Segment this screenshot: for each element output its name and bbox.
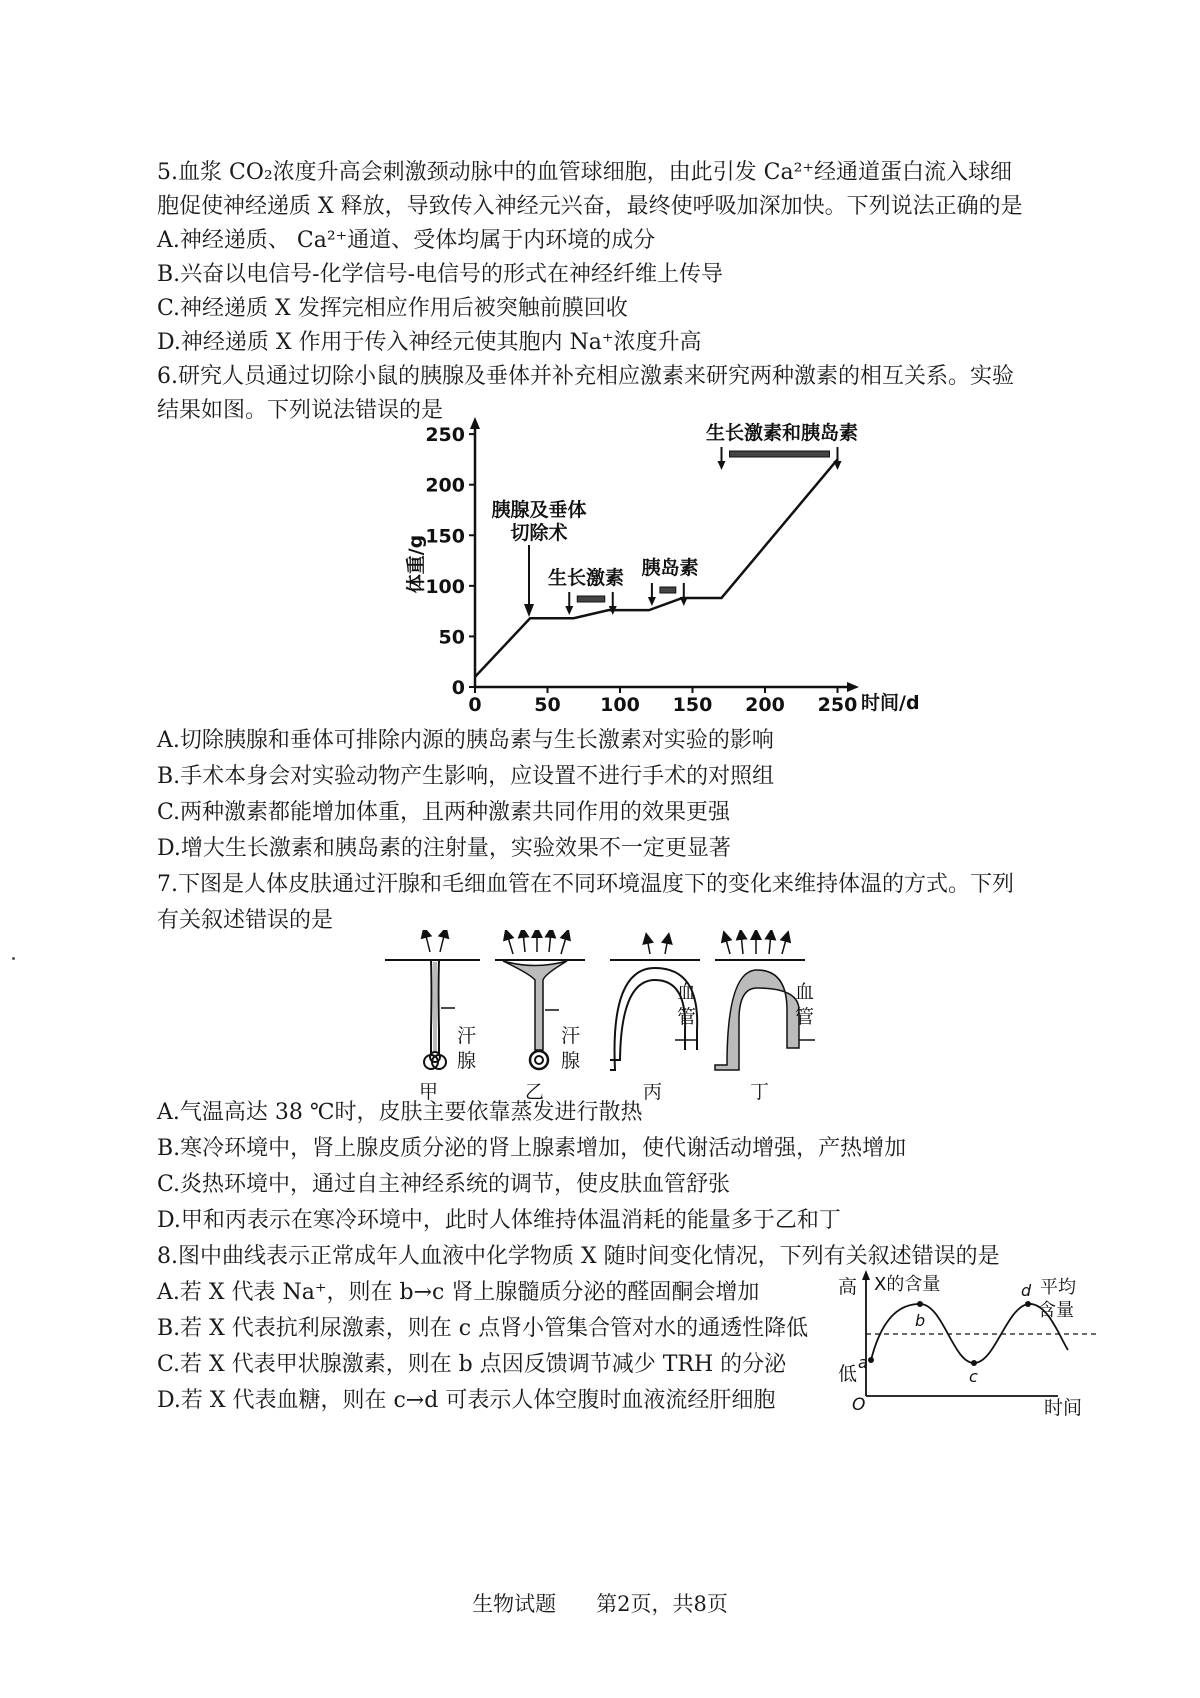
scan-speck [12, 957, 15, 960]
q5-stem-line-2: 胞促使神经递质 X 释放，导致传入神经元兴奋，最终使呼吸加深加快。下列说法正确的是 [157, 194, 1023, 219]
q6-option-a: A.切除胰腺和垂体可排除内源的胰岛素与生长激素对实验的影响 [157, 728, 774, 753]
q8-stem: 8.图中曲线表示正常成年人血液中化学物质 X 随时间变化情况，下列有关叙述错误的是 [157, 1244, 1000, 1269]
q5-option-a: A.神经递质、 Ca²⁺通道、受体均属于内环境的成分 [157, 228, 656, 253]
y-tick-label: 0 [451, 677, 465, 699]
x-axis-arrow [847, 682, 859, 692]
x-tick-label: 0 [468, 694, 482, 716]
panel-jia [385, 932, 480, 1100]
q6-stem-line-1: 6.研究人员通过切除小鼠的胰腺及垂体并补充相应激素来研究两种激素的相互关系。实验 [157, 364, 1014, 389]
combined-injection-bar [718, 447, 842, 470]
q7-option-c: C.炎热环境中，通过自主神经系统的调节，使皮肤血管舒张 [157, 1172, 731, 1197]
x-tick-label: 100 [600, 694, 640, 716]
gland-label-2: 腺 [457, 1050, 477, 1072]
x-tick-label: 150 [672, 694, 713, 716]
annotation-surgery-line-1: 胰腺及垂体 [491, 499, 587, 521]
origin-label: O [852, 1395, 866, 1415]
y-axis-title: 体重/g [405, 534, 427, 594]
vessel-label-2: 管 [677, 1006, 697, 1028]
x-tick-label: 50 [534, 694, 561, 716]
q8-option-a: A.若 X 代表 Na⁺，则在 b→c 肾上腺髓质分泌的醛固酮会增加 [157, 1280, 760, 1305]
q8-option-d: D.若 X 代表血糖，则在 c→d 可表示人体空腹时血液流经肝细胞 [157, 1388, 776, 1413]
vessel-label-4: 管 [795, 1006, 815, 1028]
q5-option-c: C.神经递质 X 发挥完相应作用后被突触前膜回收 [157, 296, 628, 321]
y-title: X的含量 [874, 1274, 941, 1295]
q6-option-b: B.手术本身会对实验动物产生影响，应设置不进行手术的对照组 [157, 764, 775, 789]
panel-yi [495, 932, 585, 1100]
q7-option-a: A.气温高达 38 ℃时，皮肤主要依靠蒸发进行散热 [157, 1100, 643, 1125]
q8-option-c: C.若 X 代表甲状腺激素，则在 b 点因反馈调节减少 TRH 的分泌 [157, 1352, 787, 1377]
x-axis-title: 时间/d [861, 692, 920, 714]
growth-hormone-injection-bar [565, 592, 617, 615]
annotation-growth-hormone: 生长激素 [547, 567, 625, 589]
caption-yi: 乙 [525, 1081, 545, 1100]
q8-option-b: B.若 X 代表抗利尿激素，则在 c 点肾小管集合管对水的通透性降低 [157, 1316, 809, 1341]
point-b: b [915, 1311, 926, 1330]
q7-stem-line-1: 7.下图是人体皮肤通过汗腺和毛细血管在不同环境温度下的变化来维持体温的方式。下列 [157, 872, 1014, 897]
annotation-insulin: 胰岛素 [641, 557, 699, 579]
y-tick-label: 150 [425, 525, 465, 548]
caption-ding: 丁 [750, 1081, 770, 1100]
y-tick-label: 50 [438, 626, 465, 649]
point-c: c [969, 1367, 978, 1386]
x-tick-label: 200 [745, 694, 785, 716]
panel-ding [715, 934, 815, 1100]
y-low-label: 低 [838, 1363, 858, 1385]
vessel-label-3: 血 [795, 981, 815, 1003]
q5-option-d: D.神经递质 X 作用于传入神经元使其胞内 Na⁺浓度升高 [157, 330, 702, 355]
q6-option-c: C.两种激素都能增加体重，且两种激素共同作用的效果更强 [157, 800, 731, 825]
q6-option-d: D.增大生长激素和胰岛素的注射量，实验效果不一定更显著 [157, 836, 731, 861]
y-tick-label: 100 [425, 575, 465, 598]
annotation-surgery-line-2: 切除术 [510, 522, 568, 544]
point-d: d [1021, 1281, 1032, 1300]
y-tick-label: 250 [425, 424, 465, 447]
q6-stem-line-2: 结果如图。下列说法错误的是 [157, 398, 444, 423]
annotation-both-hormones: 生长激素和胰岛素 [705, 422, 859, 444]
q5-option-b: B.兴奋以电信号-化学信号-电信号的形式在神经纤维上传导 [157, 262, 724, 287]
q7-skin-figure [385, 930, 905, 1100]
gland-label-4: 腺 [561, 1050, 581, 1072]
point-a: a [858, 1353, 868, 1372]
x-tick-label: 250 [817, 694, 858, 716]
q6-weight-chart [400, 412, 1000, 722]
gland-label-1: 汗 [457, 1025, 477, 1047]
y-axis-arrow [470, 417, 480, 429]
panel-bing [610, 938, 700, 1100]
vessel-label-1: 血 [677, 981, 697, 1003]
avg-label-1: 平均 [1040, 1277, 1076, 1298]
q8-x-content-figure [828, 1268, 1103, 1418]
y-tick-label: 200 [425, 474, 465, 497]
gland-label-3: 汗 [561, 1025, 581, 1047]
q7-option-b: B.寒冷环境中，肾上腺皮质分泌的肾上腺素增加，使代谢活动增强，产热增加 [157, 1136, 907, 1161]
caption-bing: 丙 [643, 1081, 663, 1100]
page-footer: 生物试题 第2页，共8页 [472, 1592, 728, 1616]
y-high-label: 高 [838, 1276, 858, 1298]
avg-label-2: 含量 [1038, 1300, 1074, 1321]
q7-option-d: D.甲和丙表示在寒冷环境中，此时人体维持体温消耗的能量多于乙和丁 [157, 1208, 841, 1233]
q5-stem-line-1: 5.血浆 CO₂浓度升高会刺激颈动脉中的血管球细胞，由此引发 Ca²⁺经通道蛋白流入球细 [157, 160, 1013, 185]
q7-stem-line-2: 有关叙述错误的是 [157, 908, 334, 933]
x-title: 时间 [1044, 1397, 1083, 1418]
caption-jia: 甲 [419, 1081, 439, 1100]
